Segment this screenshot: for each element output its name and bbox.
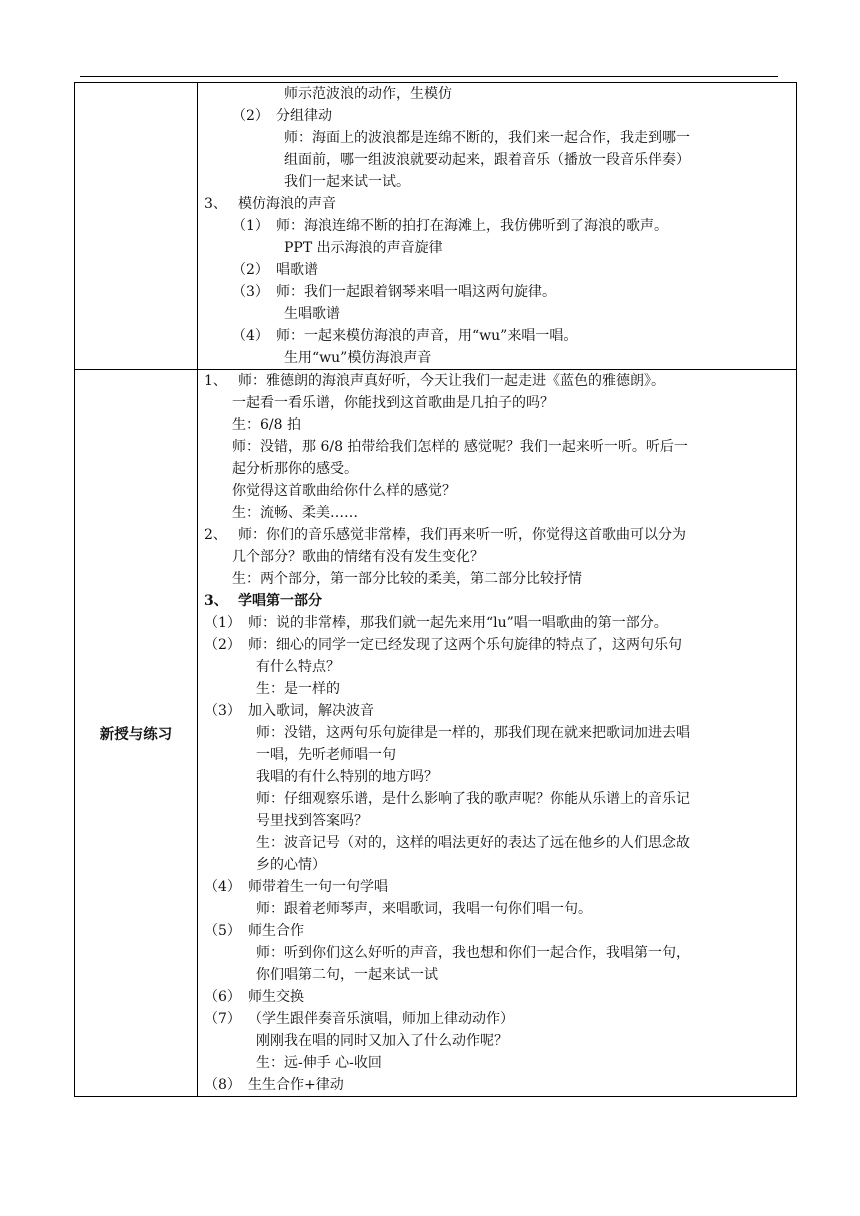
- text-line: [204, 1008, 792, 1030]
- text-line: [204, 480, 792, 502]
- text-line: [204, 656, 792, 678]
- text-line: [204, 568, 792, 590]
- text-line: [204, 612, 792, 634]
- text-line: [204, 127, 792, 149]
- text-line: [204, 744, 792, 766]
- line-text: 师：我们一起跟着钢琴来唱一唱这两句旋律。: [276, 284, 556, 300]
- line-text: 你们唱第二句，一起来试一试: [256, 967, 438, 983]
- text-line: [204, 986, 792, 1008]
- text-line: [204, 502, 792, 524]
- text-line: [204, 149, 792, 171]
- text-line: [204, 942, 792, 964]
- text-line: [204, 964, 792, 986]
- text-line: [204, 546, 792, 568]
- line-text: 我唱的有什么特别的地方吗？: [256, 769, 438, 785]
- list-number: 1、: [204, 373, 227, 389]
- header-rule: [80, 76, 778, 77]
- line-text: 生生合作+律动: [248, 1077, 344, 1093]
- text-line: [204, 898, 792, 920]
- text-line: [204, 700, 792, 722]
- line-text: 乡的心情）: [256, 857, 326, 873]
- list-number: 3、: [204, 196, 227, 212]
- text-line: [204, 920, 792, 942]
- line-text: 师：跟着老师琴声，来唱歌词，我唱一句你们唱一句。: [256, 901, 592, 917]
- line-text: 生唱歌谱: [284, 306, 340, 322]
- line-text: 生：波音记号（对的，这样的唱法更好的表达了远在他乡的人们思念故: [256, 835, 690, 851]
- row-content: [198, 370, 797, 1097]
- list-number: （3）: [204, 703, 241, 719]
- text-line: [204, 1074, 792, 1096]
- row1-content: [198, 83, 796, 369]
- text-line: [204, 105, 792, 127]
- line-text: 师：仔细观察乐谱，是什么影响了我的歌声呢？你能从乐谱上的音乐记: [256, 791, 690, 807]
- line-text: PPT 出示海浪的声音旋律: [284, 240, 443, 256]
- line-text: 模仿海浪的声音: [238, 196, 336, 212]
- line-text: 生：远-伸手 心-收回: [256, 1055, 382, 1071]
- line-text: 组面前，哪一组波浪就要动起来，跟着音乐（播放一段音乐伴奏）: [284, 152, 690, 168]
- line-text: 刚刚我在唱的同时又加入了什么动作呢？: [256, 1033, 508, 1049]
- list-number: （1）: [232, 218, 269, 234]
- text-line: [204, 832, 792, 854]
- list-number: （3）: [232, 284, 269, 300]
- row-label-empty: [75, 83, 198, 370]
- text-line: [204, 1030, 792, 1052]
- list-number: （1）: [204, 615, 241, 631]
- text-line: [204, 370, 792, 392]
- list-number: （5）: [204, 923, 241, 939]
- line-text: 师：你们的音乐感觉非常棒，我们再来听一听，你觉得这首歌曲可以分为: [238, 527, 686, 543]
- text-line: [204, 347, 792, 369]
- line-text: 师生交换: [248, 989, 304, 1005]
- line-text: 号里找到答案吗？: [256, 813, 368, 829]
- line-text: 我们一起来试一试。: [284, 174, 410, 190]
- line-text: 生：流畅、柔美……: [232, 505, 358, 521]
- text-line: [204, 303, 792, 325]
- text-line: [204, 788, 792, 810]
- text-line: [204, 83, 792, 105]
- list-number: （7）: [204, 1011, 241, 1027]
- text-line: [204, 590, 792, 612]
- text-line: [204, 678, 792, 700]
- text-line: [204, 1052, 792, 1074]
- list-number: （2）: [232, 262, 269, 278]
- line-text: 师：没错，那 6/8 拍带给我们怎样的 感觉呢？我们一起来听一听。听后一: [232, 439, 688, 455]
- text-line: [204, 193, 792, 215]
- text-line: [204, 634, 792, 656]
- table-row: [75, 83, 797, 370]
- text-line: [204, 766, 792, 788]
- text-line: [204, 458, 792, 480]
- list-number: （2）: [204, 637, 241, 653]
- line-text: 师：雅德朗的海浪声真好听，今天让我们一起走进《蓝色的雅德朗》。: [238, 373, 665, 389]
- row2-content: [198, 370, 796, 1096]
- list-number: 3、: [204, 593, 228, 609]
- line-text: 师：细心的同学一定已经发现了这两个乐句旋律的特点了，这两句乐句: [248, 637, 682, 653]
- section-label: 新授与练习: [99, 726, 173, 743]
- line-text: 唱歌谱: [276, 262, 318, 278]
- text-line: [204, 171, 792, 193]
- text-line: [204, 524, 792, 546]
- line-text: 师：说的非常棒，那我们就一起先来用“lu”唱一唱歌曲的第一部分。: [248, 615, 668, 631]
- text-line: [204, 854, 792, 876]
- row-label-new-teaching: [75, 370, 198, 1097]
- line-text: 加入歌词，解决波音: [248, 703, 374, 719]
- line-text: 一起看一看乐谱，你能找到这首歌曲是几拍子的吗？: [232, 395, 554, 411]
- text-line: [204, 325, 792, 347]
- line-text: 分组律动: [276, 108, 332, 124]
- text-line: [204, 722, 792, 744]
- line-text: 师：一起来模仿海浪的声音，用“wu”来唱一唱。: [276, 328, 578, 344]
- text-line: [204, 810, 792, 832]
- text-line: [204, 436, 792, 458]
- text-line: [204, 876, 792, 898]
- list-number: （6）: [204, 989, 241, 1005]
- line-text: 师：听到你们这么好听的声音，我也想和你们一起合作，我唱第一句，: [256, 945, 690, 961]
- table-row: [75, 370, 797, 1097]
- line-text: （学生跟伴奏音乐演唱，师加上律动动作）: [248, 1011, 514, 1027]
- line-text: 师带着生一句一句学唱: [248, 879, 388, 895]
- line-text: 你觉得这首歌曲给你什么样的感觉？: [232, 483, 456, 499]
- list-number: （8）: [204, 1077, 241, 1093]
- line-text: 起分析那你的感受。: [232, 461, 358, 477]
- line-text: 几个部分？歌曲的情绪有没有发生变化？: [232, 549, 484, 565]
- lesson-plan-table: [74, 82, 797, 1097]
- row-content: [198, 83, 797, 370]
- text-line: [204, 281, 792, 303]
- line-text: 生用“wu”模仿海浪声音: [284, 350, 432, 366]
- text-line: [204, 259, 792, 281]
- list-number: （4）: [232, 328, 269, 344]
- line-text: 生：是一样的: [256, 681, 340, 697]
- line-text: 师示范波浪的动作，生模仿: [284, 86, 452, 102]
- line-text: 师：没错，这两句乐句旋律是一样的，那我们现在就来把歌词加进去唱: [256, 725, 690, 741]
- text-line: [204, 237, 792, 259]
- list-number: 2、: [204, 527, 227, 543]
- line-text: 有什么特点？: [256, 659, 340, 675]
- line-text: 师：海面上的波浪都是连绵不断的，我们来一起合作，我走到哪一: [284, 130, 690, 146]
- line-text: 师生合作: [248, 923, 304, 939]
- text-line: [204, 414, 792, 436]
- list-number: （4）: [204, 879, 241, 895]
- list-number: （2）: [232, 108, 269, 124]
- text-line: [204, 215, 792, 237]
- line-text: 师：海浪连绵不断的拍打在海滩上，我仿佛听到了海浪的歌声。: [276, 218, 668, 234]
- line-text: 生：两个部分，第一部分比较的柔美，第二部分比较抒情: [232, 571, 582, 587]
- line-text: 生：6/8 拍: [232, 417, 301, 433]
- line-text: 一唱，先听老师唱一句: [256, 747, 396, 763]
- line-text: 学唱第一部分: [238, 593, 322, 609]
- text-line: [204, 392, 792, 414]
